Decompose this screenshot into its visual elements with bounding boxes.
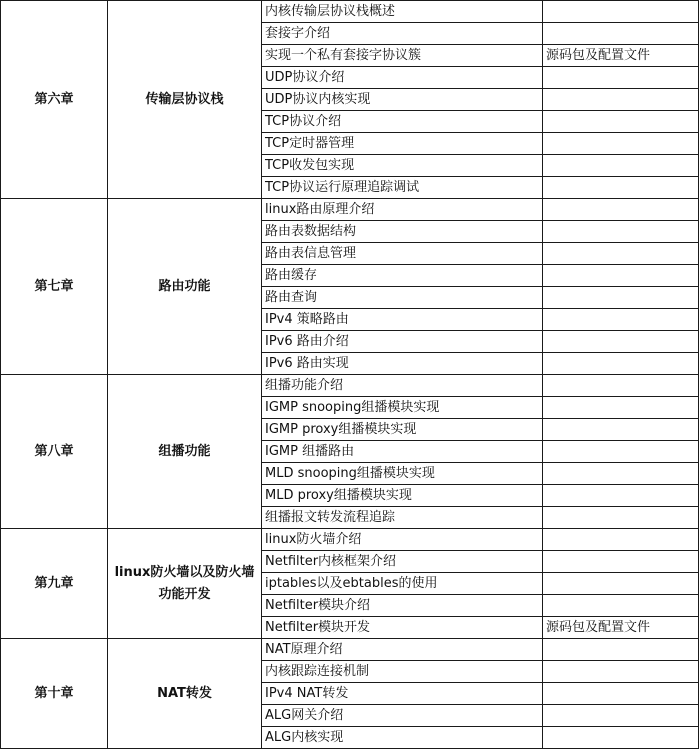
- topic-cell: IPv4 策略路由: [262, 309, 543, 331]
- module-cell: linux防火墙以及防火墙功能开发: [108, 529, 262, 639]
- note-cell: [543, 89, 699, 111]
- topic-cell: IPv6 路由介绍: [262, 331, 543, 353]
- topic-cell: IGMP snooping组播模块实现: [262, 397, 543, 419]
- note-cell: [543, 573, 699, 595]
- chapter-cell: 第七章: [1, 199, 108, 375]
- topic-cell: 组播功能介绍: [262, 375, 543, 397]
- topic-cell: 内核跟踪连接机制: [262, 661, 543, 683]
- topic-cell: ALG内核实现: [262, 727, 543, 749]
- note-cell: [543, 353, 699, 375]
- topic-cell: 套接字介绍: [262, 23, 543, 45]
- note-cell: [543, 287, 699, 309]
- topic-cell: 实现一个私有套接字协议簇: [262, 45, 543, 67]
- chapter-cell: 第九章: [1, 529, 108, 639]
- note-cell: [543, 485, 699, 507]
- topic-cell: Netfilter模块开发: [262, 617, 543, 639]
- topic-cell: 组播报文转发流程追踪: [262, 507, 543, 529]
- note-cell: [543, 375, 699, 397]
- topic-cell: IPv4 NAT转发: [262, 683, 543, 705]
- table-row: [1, 375, 699, 397]
- note-cell: [543, 331, 699, 353]
- note-cell: [543, 177, 699, 199]
- note-cell: [543, 111, 699, 133]
- note-cell: [543, 221, 699, 243]
- topic-cell: linux防火墙介绍: [262, 529, 543, 551]
- topic-cell: NAT原理介绍: [262, 639, 543, 661]
- chapter-cell: 第六章: [1, 1, 108, 199]
- module-cell: 组播功能: [108, 375, 262, 529]
- note-cell: [543, 727, 699, 749]
- table-row: [1, 529, 699, 551]
- note-cell: [543, 661, 699, 683]
- topic-cell: TCP收发包实现: [262, 155, 543, 177]
- note-cell: [543, 1, 699, 23]
- topic-cell: MLD proxy组播模块实现: [262, 485, 543, 507]
- topic-cell: UDP协议介绍: [262, 67, 543, 89]
- note-cell: [543, 67, 699, 89]
- note-cell: [543, 419, 699, 441]
- note-cell: [543, 133, 699, 155]
- topic-cell: ALG网关介绍: [262, 705, 543, 727]
- note-cell: [543, 309, 699, 331]
- topic-cell: Netfilter模块介绍: [262, 595, 543, 617]
- table-row: [1, 1, 699, 23]
- topic-cell: Netfilter内核框架介绍: [262, 551, 543, 573]
- topic-cell: TCP协议运行原理追踪调试: [262, 177, 543, 199]
- note-cell: [543, 595, 699, 617]
- topic-cell: 路由查询: [262, 287, 543, 309]
- note-cell: [543, 463, 699, 485]
- note-cell: [543, 639, 699, 661]
- topic-cell: 路由表数据结构: [262, 221, 543, 243]
- table-row: [1, 639, 699, 661]
- note-cell: [543, 705, 699, 727]
- table-row: [1, 199, 699, 221]
- chapter-cell: 第十章: [1, 639, 108, 749]
- note-cell: 源码包及配置文件: [543, 45, 699, 67]
- note-cell: [543, 529, 699, 551]
- topic-cell: IPv6 路由实现: [262, 353, 543, 375]
- note-cell: [543, 397, 699, 419]
- chapter-cell: 第八章: [1, 375, 108, 529]
- note-cell: [543, 441, 699, 463]
- module-cell: 路由功能: [108, 199, 262, 375]
- topic-cell: IGMP proxy组播模块实现: [262, 419, 543, 441]
- note-cell: [543, 243, 699, 265]
- note-cell: [543, 507, 699, 529]
- note-cell: [543, 683, 699, 705]
- topic-cell: iptables以及ebtables的使用: [262, 573, 543, 595]
- syllabus-table-body: [1, 1, 699, 749]
- module-cell: NAT转发: [108, 639, 262, 749]
- topic-cell: 路由表信息管理: [262, 243, 543, 265]
- topic-cell: IGMP 组播路由: [262, 441, 543, 463]
- topic-cell: linux路由原理介绍: [262, 199, 543, 221]
- note-cell: [543, 23, 699, 45]
- note-cell: [543, 265, 699, 287]
- topic-cell: 内核传输层协议栈概述: [262, 1, 543, 23]
- topic-cell: TCP协议介绍: [262, 111, 543, 133]
- note-cell: [543, 155, 699, 177]
- topic-cell: UDP协议内核实现: [262, 89, 543, 111]
- topic-cell: 路由缓存: [262, 265, 543, 287]
- note-cell: 源码包及配置文件: [543, 617, 699, 639]
- module-cell: 传输层协议栈: [108, 1, 262, 199]
- topic-cell: TCP定时器管理: [262, 133, 543, 155]
- note-cell: [543, 199, 699, 221]
- note-cell: [543, 551, 699, 573]
- topic-cell: MLD snooping组播模块实现: [262, 463, 543, 485]
